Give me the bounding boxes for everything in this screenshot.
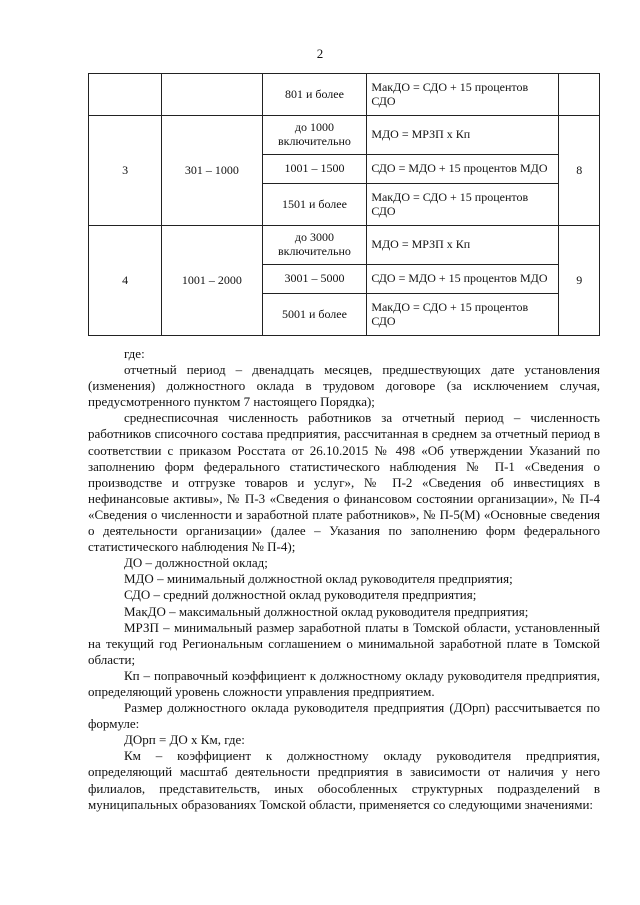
paragraph: МакДО – максимальный должностной оклад руководителя предприятия; bbox=[124, 603, 529, 619]
table-row bbox=[89, 226, 600, 265]
table-cell-range bbox=[162, 74, 262, 116]
paragraph: МДО – минимальный должностной оклад руководителя предприятия; bbox=[124, 571, 513, 587]
paragraph: Размер должностного оклада руководителя предприятия (ДОрп) рассчитывается по формуле: bbox=[88, 700, 600, 732]
table-cell-coef: 9 bbox=[559, 226, 600, 336]
paragraph: МРЗП – минимальный размер заработной платы в Томской области, установленный на текущий год Региональным соглашением о минимальной заработной плате в Томской области; bbox=[88, 619, 600, 667]
table-row bbox=[89, 116, 600, 155]
table-cell-range: 1001 – 2000 bbox=[162, 226, 262, 336]
table-cell-threshold: 5001 и более bbox=[262, 294, 367, 336]
paragraph: среднесписочная численность работников за отчетный период – численность работников списочного состава предприятия, рассчитанная в среднем за отчетный период в соответствии с приказом Росстата от 26.10.2015 № 498 «Об утверждении Указаний по заполнению форм федерального статистического наблюдения № П-1 «Сведения о производстве и отгрузке товаров и услуг», № П-2 «Сведения об инвестициях в нефинансовые активы», № П-3 «Сведения о финансовом состоянии организации», № П-4 «Сведения о численности и заработной плате работников», № П-5(М) «Основные сведения о деятельности организации» (далее – Указания по заполнению форм федерального статистического наблюдения № П-4); bbox=[88, 410, 600, 555]
table-cell-formula: МДО = МРЗП х Кп bbox=[367, 226, 559, 265]
table-cell-coef: 8 bbox=[559, 116, 600, 226]
paragraph: Кп – поправочный коэффициент к должностному окладу руководителя предприятия, определяющий уровень сложности управления предприятием. bbox=[88, 667, 600, 699]
table-cell-formula: МакДО = СДО + 15 процентов СДО bbox=[367, 294, 559, 336]
table-cell-threshold: 1501 и более bbox=[262, 184, 367, 226]
page-number: 2 bbox=[316, 46, 324, 61]
table-cell-formula: МакДО = СДО + 15 процентов СДО bbox=[367, 184, 559, 226]
paragraph: ДОрп = ДО х Км, где: bbox=[124, 732, 245, 748]
table-cell-formula: СДО = МДО + 15 процентов МДО bbox=[367, 155, 559, 184]
table-cell-threshold: до 3000 включительно bbox=[262, 226, 367, 265]
table-cell-threshold: 3001 – 5000 bbox=[262, 265, 367, 294]
table-cell-num bbox=[89, 74, 162, 116]
paragraph: отчетный период – двенадцать месяцев, предшествующих дате установления (изменения) должностного оклада в трудовом договоре (за исключением случая, предусмотренного пунктом 7 настоящего Порядка); bbox=[88, 362, 600, 410]
table-cell-range: 301 – 1000 bbox=[162, 116, 262, 226]
table-cell-threshold: 801 и более bbox=[262, 74, 367, 116]
paragraph: СДО – средний должностной оклад руководителя предприятия; bbox=[124, 587, 477, 603]
table-cell-formula: МакДО = СДО + 15 процентов СДО bbox=[367, 74, 559, 116]
table-row bbox=[89, 74, 600, 116]
document-body bbox=[88, 346, 600, 813]
table-cell-num: 3 bbox=[89, 116, 162, 226]
table-cell-formula: МДО = МРЗП х Кп bbox=[367, 116, 559, 155]
table-cell-threshold: до 1000 включительно bbox=[262, 116, 367, 155]
paragraph: Км – коэффициент к должностному окладу руководителя предприятия, определяющий масштаб деятельности предприятия в зависимости от наличия у него филиалов, представительств, иных обособленных структурных подразделений в муниципальных образованиях Томской области, применяется со следующими значениями: bbox=[88, 748, 600, 812]
table-cell-threshold: 1001 – 1500 bbox=[262, 155, 367, 184]
paragraph: ДО – должностной оклад; bbox=[124, 555, 268, 571]
paragraph: где: bbox=[124, 346, 145, 361]
table-cell-coef bbox=[559, 74, 600, 116]
table-cell-formula: СДО = МДО + 15 процентов МДО bbox=[367, 265, 559, 294]
salary-table bbox=[88, 73, 600, 336]
table-cell-num: 4 bbox=[89, 226, 162, 336]
